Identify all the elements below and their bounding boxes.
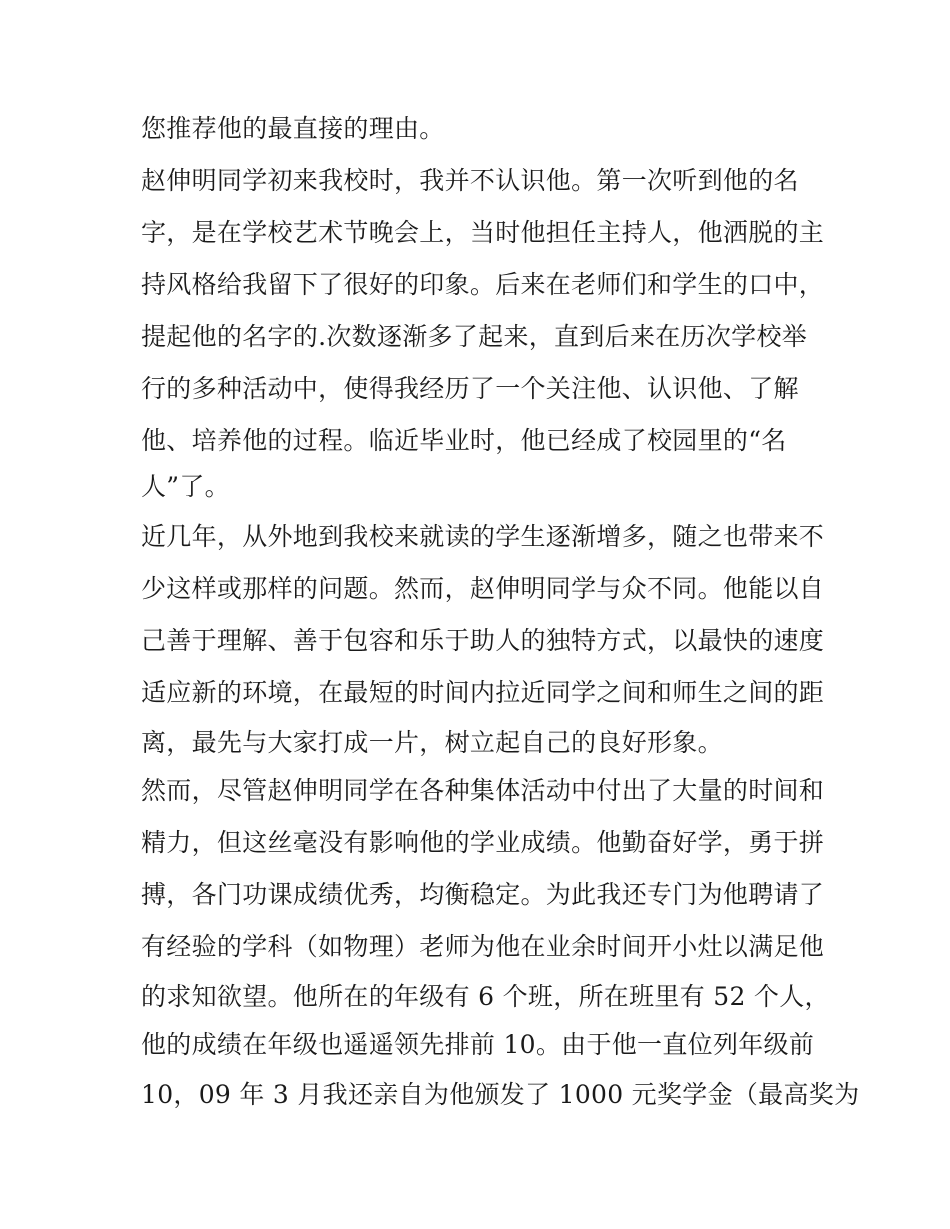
text-line: 精力，但这丝毫没有影响他的学业成绩。他勤奋好学，勇于拼 [141,828,825,857]
text-line: 有经验的学科（如物理）老师为他在业余时间开小灶以满足他 [141,932,825,961]
text-line: 行的多种活动中，使得我经历了一个关注他、认识他、了解 [141,374,799,403]
text-line: 持风格给我留下了很好的印象。后来在老师们和学生的口中， [141,270,825,299]
text-line: 赵伸明同学初来我校时，我并不认识他。第一次听到他的名 [141,166,799,195]
text-line: 适应新的环境，在最短的时间内拉近同学之间和师生之间的距 [141,678,825,707]
text-line: 人”了。 [141,472,230,501]
text-line: 己善于理解、善于包容和乐于助人的独特方式，以最快的速度 [141,626,825,655]
text-line: 近几年，从外地到我校来就读的学生逐渐增多，随之也带来不 [141,522,825,551]
text-line: 搏，各门功课成绩优秀，均衡稳定。为此我还专门为他聘请了 [141,880,825,909]
text-line: 字，是在学校艺术节晚会上，当时他担任主持人，他洒脱的主 [141,218,825,247]
text-line: 提起他的名字的.次数逐渐多了起来，直到后来在历次学校举 [141,322,808,351]
text-line: 离，最先与大家打成一片，树立起自己的良好形象。 [141,728,723,757]
text-line: 他、培养他的过程。临近毕业时，他已经成了校园里的“名 [141,426,787,455]
text-line: 他的成绩在年级也遥遥领先排前 10。由于他一直位列年级前 [141,1030,815,1059]
text-line: 少这样或那样的问题。然而，赵伸明同学与众不同。他能以自 [141,574,825,603]
text-line: 您推荐他的最直接的理由。 [141,114,445,143]
text-line: 10，09 年 3 月我还亲自为他颁发了 1000 元奖学金（最高奖为 [141,1080,860,1109]
text-line: 然而，尽管赵伸明同学在各种集体活动中付出了大量的时间和 [141,776,825,805]
text-line: 的求知欲望。他所在的年级有 6 个班，所在班里有 52 个人， [141,982,830,1011]
